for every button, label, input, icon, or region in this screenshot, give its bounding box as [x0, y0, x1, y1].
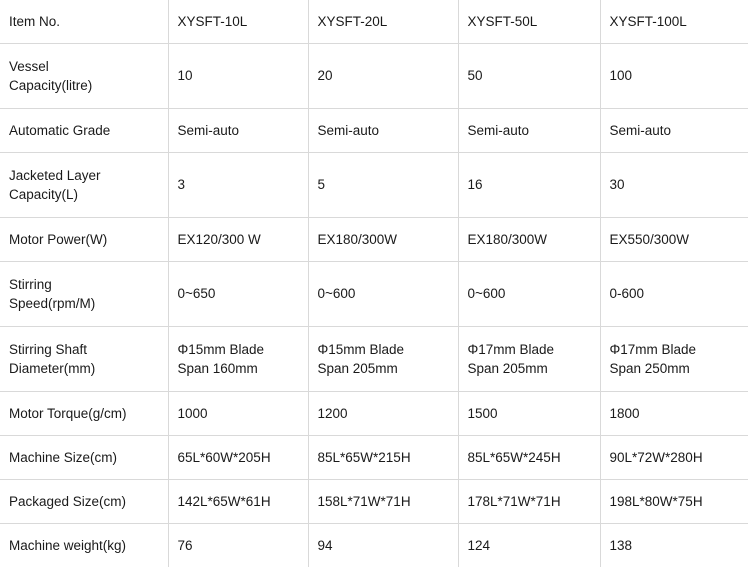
row-label-line: Stirring Shaft	[9, 340, 160, 359]
row-value: 178L*71W*71H	[458, 480, 600, 524]
row-value: 1800	[600, 392, 748, 436]
row-value-line: Φ15mm Blade	[178, 340, 300, 359]
table-row	[0, 392, 748, 436]
table-row	[0, 524, 748, 567]
row-value-line: Span 160mm	[178, 359, 300, 378]
row-value: 10	[168, 44, 308, 109]
row-label	[0, 44, 168, 109]
row-value: 158L*71W*71H	[308, 480, 458, 524]
row-label-line: Diameter(mm)	[9, 359, 160, 378]
row-label-line: Vessel	[9, 57, 160, 76]
row-value: EX180/300W	[308, 218, 458, 262]
row-value: 0~600	[458, 262, 600, 327]
row-value: 100	[600, 44, 748, 109]
row-value: 124	[458, 524, 600, 567]
row-value	[600, 327, 748, 392]
row-label	[0, 262, 168, 327]
row-label: Machine Size(cm)	[0, 436, 168, 480]
row-value: 65L*60W*205H	[168, 436, 308, 480]
row-label: Motor Torque(g/cm)	[0, 392, 168, 436]
row-label-line: Stirring	[9, 275, 160, 294]
row-value: 16	[458, 153, 600, 218]
row-label	[0, 327, 168, 392]
row-value: XYSFT-10L	[168, 0, 308, 44]
row-label: Packaged Size(cm)	[0, 480, 168, 524]
row-value	[308, 327, 458, 392]
row-value: 5	[308, 153, 458, 218]
row-value	[168, 327, 308, 392]
row-value	[458, 327, 600, 392]
row-value-line: Φ17mm Blade	[468, 340, 592, 359]
row-label: Item No.	[0, 0, 168, 44]
table-row	[0, 262, 748, 327]
row-label-line: Capacity(litre)	[9, 76, 160, 95]
row-value: Semi-auto	[308, 109, 458, 153]
row-label-line: Jacketed Layer	[9, 166, 160, 185]
row-label: Machine weight(kg)	[0, 524, 168, 567]
row-value: 30	[600, 153, 748, 218]
row-value: 142L*65W*61H	[168, 480, 308, 524]
row-value: EX550/300W	[600, 218, 748, 262]
row-value: 85L*65W*245H	[458, 436, 600, 480]
row-value-line: Span 250mm	[610, 359, 741, 378]
row-value: 138	[600, 524, 748, 567]
row-value: 20	[308, 44, 458, 109]
row-value: 94	[308, 524, 458, 567]
row-value: Semi-auto	[600, 109, 748, 153]
row-value: XYSFT-100L	[600, 0, 748, 44]
row-value: 85L*65W*215H	[308, 436, 458, 480]
row-value: 1000	[168, 392, 308, 436]
row-value: EX180/300W	[458, 218, 600, 262]
row-value-line: Φ15mm Blade	[318, 340, 450, 359]
row-value: 198L*80W*75H	[600, 480, 748, 524]
row-value: 50	[458, 44, 600, 109]
row-value: Semi-auto	[458, 109, 600, 153]
row-value: XYSFT-50L	[458, 0, 600, 44]
row-value: 76	[168, 524, 308, 567]
row-value: 1200	[308, 392, 458, 436]
row-value: 3	[168, 153, 308, 218]
row-value: Semi-auto	[168, 109, 308, 153]
table-row	[0, 44, 748, 109]
table-row	[0, 480, 748, 524]
row-label: Automatic Grade	[0, 109, 168, 153]
table-row	[0, 153, 748, 218]
row-label: Motor Power(W)	[0, 218, 168, 262]
table-row	[0, 109, 748, 153]
table-row	[0, 218, 748, 262]
row-value: 1500	[458, 392, 600, 436]
row-value-line: Φ17mm Blade	[610, 340, 741, 359]
row-label	[0, 153, 168, 218]
row-label-line: Speed(rpm/M)	[9, 294, 160, 313]
table-row	[0, 0, 748, 44]
table-row	[0, 436, 748, 480]
row-value: 0-600	[600, 262, 748, 327]
row-value: 0~600	[308, 262, 458, 327]
row-value: 90L*72W*280H	[600, 436, 748, 480]
row-label-line: Capacity(L)	[9, 185, 160, 204]
table-row	[0, 327, 748, 392]
row-value-line: Span 205mm	[318, 359, 450, 378]
row-value: 0~650	[168, 262, 308, 327]
row-value-line: Span 205mm	[468, 359, 592, 378]
row-value: XYSFT-20L	[308, 0, 458, 44]
row-value: EX120/300 W	[168, 218, 308, 262]
